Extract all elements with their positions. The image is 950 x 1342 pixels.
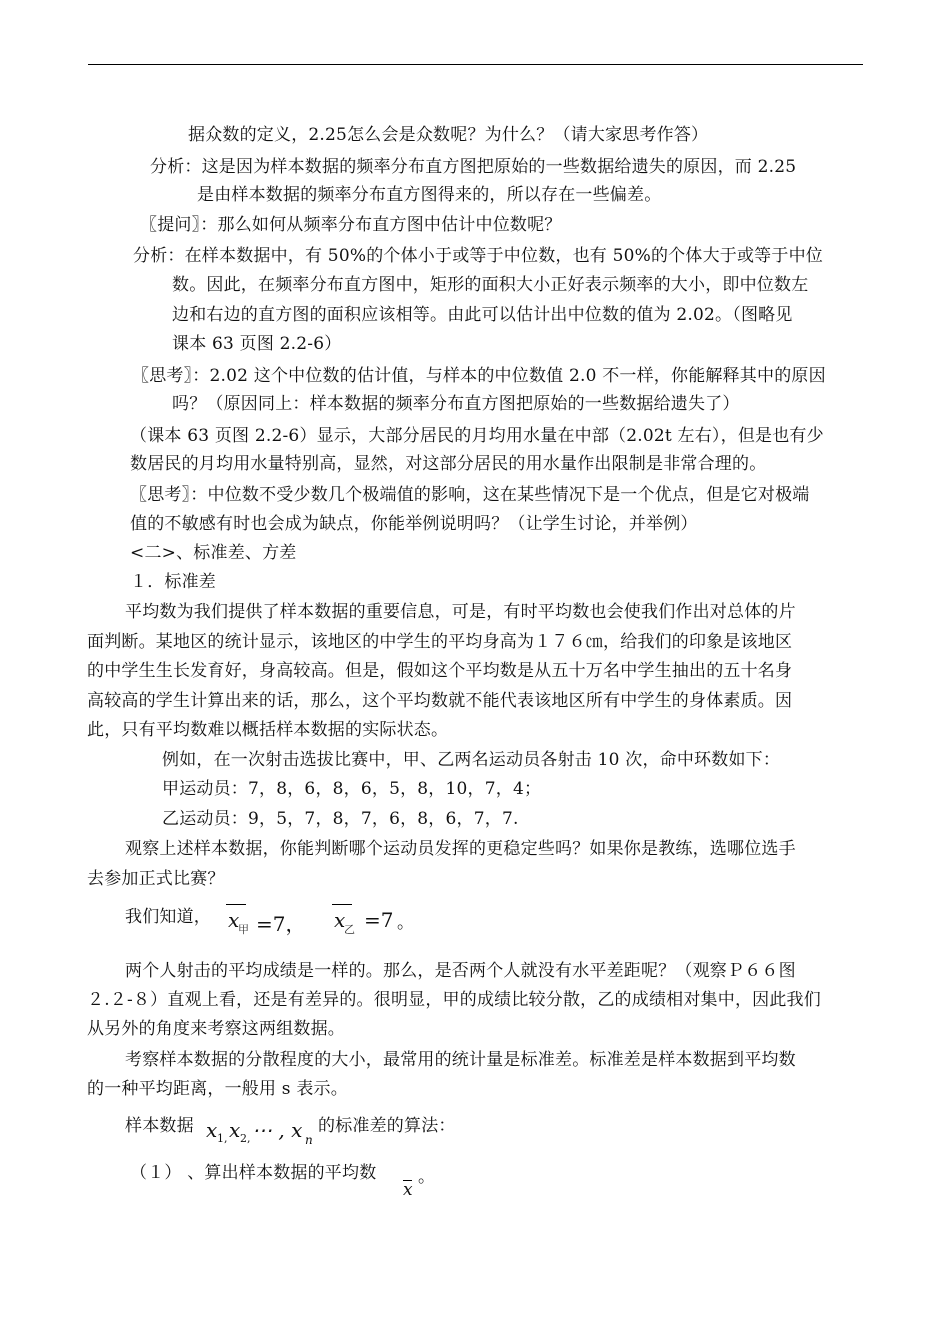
text-line: 此，只有平均数难以概括样本数据的实际状态。	[87, 720, 449, 740]
text-line: 数。因此，在频率分布直方图中，矩形的面积大小正好表示频率的大小，即中位数左	[172, 275, 809, 295]
text-line: 去参加正式比赛？	[87, 869, 225, 889]
math-subscript: 1,	[217, 1132, 228, 1145]
subsection-heading: １．标准差	[130, 572, 216, 592]
text-line: 平均数为我们提供了样本数据的重要信息，可是，有时平均数也会使我们作出对总体的片	[125, 602, 796, 622]
text-line: 考察样本数据的分散程度的大小，最常用的统计量是标准差。标准差是样本数据到平均数	[125, 1050, 796, 1070]
text-line: 课本 63 页图 2.2-6）	[172, 334, 342, 354]
math-eq: =7	[364, 908, 394, 932]
math-subscript: 甲	[238, 923, 249, 936]
text-line: 的一种平均距离，一般用 s 表示。	[87, 1079, 348, 1099]
math-x: x	[229, 1118, 241, 1142]
text-line: 两个人射击的平均成绩是一样的。那么，是否两个人就没有水平差距呢？（观察Ｐ６６图	[125, 961, 796, 981]
text-line: 例如，在一次射击选拔比赛中，甲、乙两名运动员各射击 10 次，命中环数如下：	[162, 750, 781, 770]
text-line: 是由样本数据的频率分布直方图得来的，所以存在一些偏差。	[197, 185, 662, 205]
math-subscript: 2,	[240, 1132, 251, 1145]
text-line: 样本数据	[125, 1116, 194, 1136]
math-x: x	[334, 908, 346, 932]
text-line: 从另外的角度来考察这两组数据。	[87, 1019, 345, 1039]
text-line: （课本 63 页图 2.2-6）显示，大部分居民的月均用水量在中部（2.02t 左右），但是也有少	[130, 426, 824, 446]
mean-bar-jia	[226, 904, 246, 905]
math-x: x	[228, 908, 240, 932]
text-line: 观察上述样本数据，你能判断哪个运动员发挥的更稳定些吗？如果你是教练，选哪位选手	[125, 839, 796, 859]
text-line: 据众数的定义，2.25怎么会是众数呢？为什么？（请大家思考作答）	[188, 125, 709, 145]
math-subscript: n	[305, 1133, 313, 1147]
text-line: 分析：在样本数据中，有 50%的个体小于或等于中位数，也有 50%的个体大于或等于中位	[133, 246, 823, 266]
text-line: 值的不敏感有时也会成为缺点，你能举例说明吗？（让学生讨论，并举例）	[130, 514, 698, 534]
text-line: 〖思考〗：2.02 这个中位数的估计值，与样本的中位数值 2.0 不一样，你能解释其中的原因	[132, 366, 826, 386]
math-subscript: 乙	[344, 923, 355, 936]
text-line: 边和右边的直方图的面积应该相等。由此可以估计出中位数的值为 2.02。（图略见	[172, 305, 793, 325]
step-line: （１） 、算出样本数据的平均数	[130, 1163, 377, 1183]
section-heading: <二>、标准差、方差	[130, 543, 297, 563]
text-line: 我们知道，	[125, 907, 211, 927]
mean-bar-yi	[332, 904, 352, 905]
data-line-yi: 乙运动员：9，5，7，8，7，6，8，6，7，7.	[162, 809, 519, 829]
text-line: 高较高的学生计算出来的话，那么，这个平均数就不能代表该地区所有中学生的身体素质。因	[87, 691, 793, 711]
math-x-bar: x	[403, 1180, 413, 1200]
header-rule	[88, 64, 863, 65]
text-line: 数居民的月均用水量特别高，显然，对这部分居民的用水量作出限制是非常合理的。	[130, 454, 767, 474]
text-line: 的标准差的算法：	[318, 1116, 456, 1136]
text-line: 吗？（原因同上：样本数据的频率分布直方图把原始的一些数据给遗失了）	[172, 394, 740, 414]
text-line: 面判断。某地区的统计显示，该地区的中学生的平均身高为１７６㎝，给我们的印象是该地区	[87, 632, 793, 652]
text-line: 分析：这是因为样本数据的频率分布直方图把原始的一些数据给遗失的原因，而 2.25	[150, 157, 797, 177]
math-eq: =7，	[256, 912, 306, 936]
text-line: 的中学生生长发育好，身高较高。但是，假如这个平均数是从五十万名中学生抽出的五十名身	[87, 661, 793, 681]
text-line: ２.２-８）直观上看，还是有差异的。很明显，甲的成绩比较分散，乙的成绩相对集中，因此我们	[87, 990, 821, 1010]
text-line: 〖思考〗：中位数不受少数几个极端值的影响，这在某些情况下是一个优点，但是它对极端	[130, 485, 810, 505]
math-x: x	[206, 1118, 218, 1142]
text-punct: 。	[418, 1167, 435, 1187]
text-line: 〖提问〗：那么如何从频率分布直方图中估计中位数呢？	[140, 215, 562, 235]
text-punct: 。	[397, 913, 414, 933]
data-line-jia: 甲运动员：7，8，6，8，6，5，8，10，7，4；	[162, 779, 542, 799]
math-dots-x: ⋯ , x	[252, 1118, 303, 1142]
